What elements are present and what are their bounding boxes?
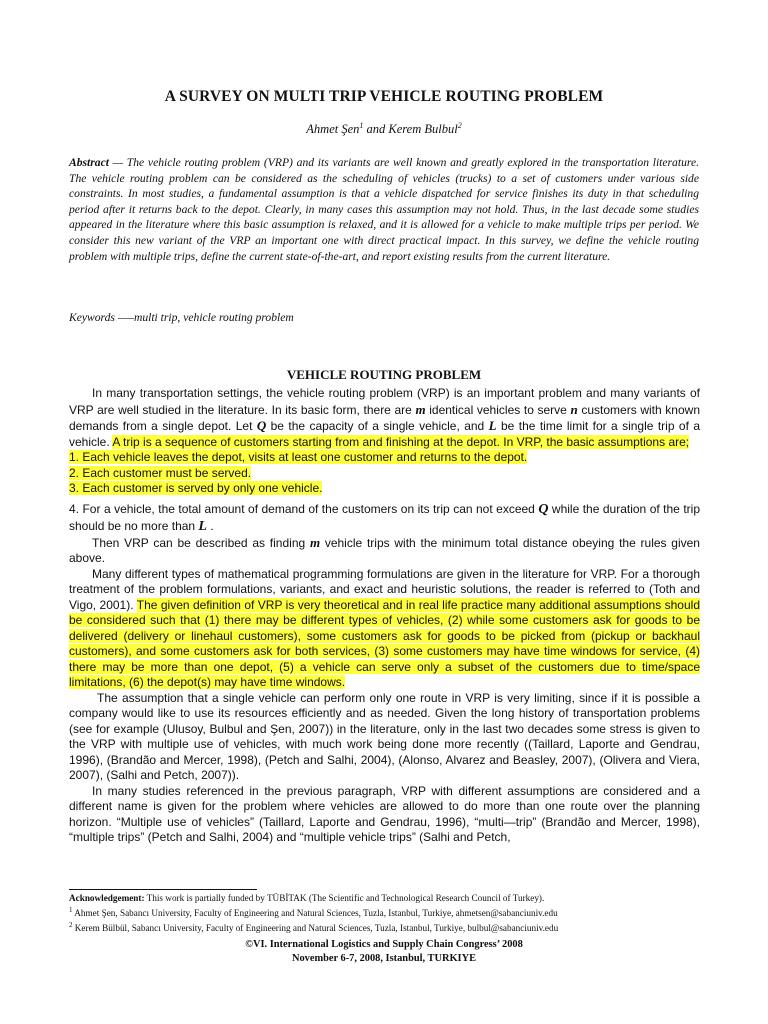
paragraph-problem-names: In many studies referenced in the previous paragraph, VRP with different assumptions are considered and a different name is given for the problem where vehicles are allowed to do more than one route over the planning horizon. “Multiple use of vehicles” (Taillard, Laporte and Gendrau, 1996), “multi—trip” (Brandão and Mercer, 1998), “multiple trips” (Petch and Salhi, 2004) and “multiple vehicle trips” (Salhi and Petch, (69, 783, 700, 844)
abstract-dash: — (108, 156, 127, 169)
author-line (0, 121, 768, 137)
author-2-superscript: 2 (457, 121, 462, 130)
author-joiner: and (363, 122, 389, 137)
acknowledgement (69, 892, 709, 904)
assumption-4 (69, 501, 700, 535)
intro-text-a: In many transportation settings, the vehicle routing problem (VRP) is an important problem and many variants of VRP are well studied in the literature. In its basic form, there are (69, 386, 700, 417)
assumption-2 (69, 466, 700, 482)
footnote-1-marker: 1 (69, 906, 73, 914)
formulations-text: Many different types of mathematical programming formulations are given in the literature for VRP. For a thorough treatment of the problem formulations, variants, and exact and heuristic solutions, the reader is referred to (Toth and Vigo, 2001). (69, 566, 700, 612)
assumption-3-text: 3. Each customer is served by only one vehicle. (69, 481, 323, 495)
variable-l-2: L (198, 518, 207, 534)
footnote-1-text: Ahmet Şen, Sabancı University, Faculty of Engineering and Natural Sciences, Tuzla, Istanbul, Turkiye, ahmetsen@sabanciuniv.edu (72, 908, 558, 919)
author-2: Kerem Bulbul (388, 122, 458, 137)
variable-l: L (488, 418, 497, 433)
keywords: Keywords —–multi trip, vehicle routing problem (69, 311, 294, 324)
assumption-4-text-c: . (206, 518, 214, 533)
abstract-label: Abstract (69, 156, 109, 169)
assumption-2-text: 2. Each customer must be served. (69, 465, 252, 480)
variable-q-2: Q (538, 501, 549, 517)
paragraph-formulations (69, 567, 700, 691)
assumption-1-text: 1. Each vehicle leaves the depot, visits at least one customer and returns to the depot. (69, 450, 528, 464)
variable-m-2: m (309, 534, 321, 550)
acknowledgement-text: This work is partially funded by TÜBİTAK (The Scientific and Technological Research Council of Turkey). (144, 893, 545, 903)
section-heading: VEHICLE ROUTING PROBLEM (286, 367, 482, 382)
acknowledgement-label: Acknowledgement: (69, 893, 145, 903)
variable-m: m (415, 401, 426, 417)
footnote-rule (69, 889, 257, 890)
vrp-description-b: vehicle trips with the minimum total distance obeying the rules given above. (69, 535, 700, 565)
author-1: Ahmet Şen (306, 122, 360, 137)
intro-text-e: be the time limit for a single trip of a vehicle. (69, 419, 701, 449)
intro-text-c: customers with known demands from a single depot. Let (69, 402, 700, 433)
footnotes (69, 892, 709, 934)
intro-text-d: be the capacity of a single vehicle, and (266, 419, 489, 433)
vrp-description-a: Then VRP can be described as finding (92, 535, 310, 550)
congress-footer (0, 938, 768, 966)
footnote-1 (69, 904, 709, 919)
abstract (69, 155, 699, 264)
author-1-superscript: 1 (359, 121, 364, 130)
intro-text-b: identical vehicles to serve (425, 402, 571, 417)
paragraph-intro (69, 386, 700, 450)
footnote-2-marker: 2 (69, 921, 73, 930)
variable-n: n (570, 401, 578, 417)
congress-date: November 6-7, 2008, Istanbul, TURKIYE (291, 953, 477, 964)
highlight-additional-assumptions: The given definition of VRP is very theoretical and in real life practice many additional assumptions should be considered such that (1) there may be different types of vehicles, (2) while some customers ask for goods to be delivered (delivery or linehaul customers), some customers ask for goods to be picked from (pickup or backhaul customers), and some customers ask for both services, (3) some customers may have time windows for service, (4) there may be more than one depot, (5) a vehicle can serve only a subset of the customers due to time/space limitations, (6) the depot(s) may have time windows. (69, 597, 700, 689)
highlight-trip-definition: A trip is a sequence of customers starting from and finishing at the depot. In VRP, the basic assumptions are; (112, 434, 690, 449)
variable-q: Q (256, 418, 267, 433)
abstract-text: The vehicle routing problem (VRP) and its variants are well known and greatly explored in the transportation literature. The vehicle routing problem can be considered as the scheduling of vehicles (trucks) to a set of customers under various side constraints. In most studies, a fundamental assumption is that a vehicle dispatched for service finishes its duty in that scheduling period after it returns back to the depot. Clearly, in many cases this assumption may not hold. Thus, in the last decade some studies appeared in the literature where this basic assumption is relaxed, and it is allowed for a vehicle to make multiple trips per period. We consider this new variant of the VRP an important one with direct practical impact. In this survey, we define the vehicle routing problem with multiple trips, define the current state-of-the-art, and report existing results from the current literature. (69, 156, 700, 263)
assumption-4-text-a: 4. For a vehicle, the total amount of demand of the customers on its trip can not exceed (69, 501, 539, 516)
congress-name: ©VI. International Logistics and Supply Chain Congress’ 2008 (245, 939, 523, 950)
paper-title: A SURVEY ON MULTI TRIP VEHICLE ROUTING PROBLEM (164, 88, 604, 105)
footnote-2-text: Kerem Bülbül, Sabancı University, Faculty of Engineering and Natural Sciences, Tuzla, Istanbul, Turkiye, bulbul@sabanciuniv.edu (72, 923, 559, 934)
paragraph-single-route: The assumption that a single vehicle can perform only one route in VRP is very limiting, since if it is possible a company would like to use its resources efficiently and as needed. Given the long history of transportation problems (see for example (Ulusoy, Bulbul and Şen, 2007)) in the literature, only in the last two decades some stress is given to the VRP with multiple use of vehicles, with much work being done more recently ((Taillard, Laporte and Gendrau, 1996), (Brandão and Mercer, 1998), (Petch and Salhi, 2004), (Alonso, Alvarez and Beasley, 2007), (Olivera and Viera, 2007), (Salhi and Petch, 2007)). (69, 690, 700, 782)
body-text (69, 386, 700, 846)
assumption-1 (69, 450, 700, 466)
assumption-3 (69, 481, 700, 497)
footnote-2 (69, 919, 709, 934)
assumption-4-text-b: while the duration of the trip should be no more than (69, 501, 700, 533)
paragraph-vrp-description (69, 535, 700, 567)
